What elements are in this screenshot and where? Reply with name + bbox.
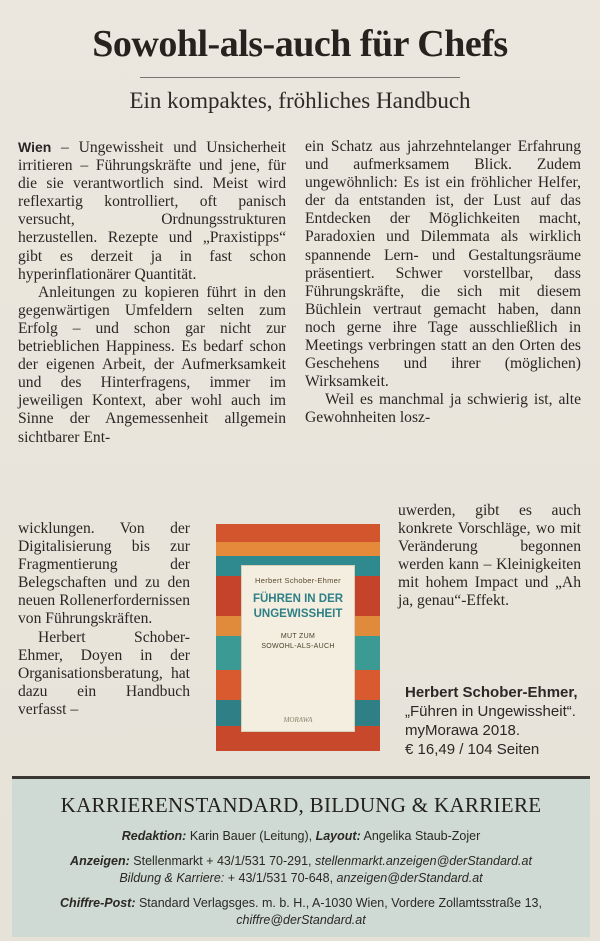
paragraph-5-continued: uwerden, gibt es auch konkrete Vorschläge, wo mit Veränderung begonnen werden kann – Kleinigkeiten mit hohem Impact und „Ah ja, genau“-Effekt. xyxy=(398,502,581,610)
cover-stripe xyxy=(216,524,380,542)
book-price: € 16,49 / 104 Seiten xyxy=(405,741,540,758)
paragraph-4: ein Schatz aus jahrzehntelanger Erfahrung und aufmerksamem Blick. Zudem ungewöhnlich: Es ist ein fröhlicher Helfer, der da entstanden ist, der Lust auf das Entdecken der Möglichkeiten macht, Paradoxien und Dilemmata als wirklich spannende Lern- und Gestaltungsräume präsentiert. Schwer vorstellbar, dass Führungskräfte, die sich mit diesem Büchlein vertraut gemacht haben, dann noch gerne ihre Tage ausschließlich in Meetings verbringen statt an den Orten des Geschehens und ihrer (möglichen) Wirksamkeit. xyxy=(305,138,581,391)
paragraph-2: Anleitungen zu kopieren führt in den gegenwärtigen Umfeldern selten zum Erfolg – und schon gar nicht zur betrieblichen Happiness. Es bedarf schon der eigenen Arbeit, der Aufmerksamkeit und des Hinterfragens, immer im jeweiligen Kontext, aber wohl auch im Sinne der Angemessenheit allgemein sichtbarer Ent- xyxy=(18,283,286,446)
article-column-2 xyxy=(305,138,581,428)
article-column-2-lower xyxy=(398,502,581,611)
bildung-email-link[interactable]: anzeigen@derStandard.at xyxy=(336,871,483,885)
dateline: Wien xyxy=(18,139,52,155)
imprint-box xyxy=(12,776,590,937)
cover-subtitle: MUT ZUM SOWOHL-ALS-AUCH xyxy=(261,633,335,650)
imprint-bildung: Bildung & Karriere: + 43/1/531 70-648, anzeigen@derStandard.at xyxy=(119,871,483,885)
anzeigen-email-link[interactable]: stellenmarkt.anzeigen@derStandard.at xyxy=(314,854,532,868)
cover-publisher-logo: MORAWA xyxy=(283,716,313,724)
imprint-anzeigen: Anzeigen: Stellenmarkt + 43/1/531 70-291, stellenmarkt.anzeigen@derStandard.at xyxy=(70,854,532,868)
headline-rule xyxy=(140,77,460,78)
imprint-heading: KARRIERENSTANDARD, BILDUNG & KARRIERE xyxy=(60,793,542,817)
book-author: Herbert Schober-Ehmer, xyxy=(405,684,578,701)
subheadline: Ein kompaktes, fröhliches Handbuch xyxy=(129,88,471,113)
cover-title: FÜHREN IN DER UNGEWISSHEIT xyxy=(252,593,344,620)
paragraph-2-continued: wicklungen. Von der Digitalisierung bis zur Fragmentierung der Belegschaften und zu den neuen Rollenerfordernissen von Führungskräften. xyxy=(18,520,190,628)
chiffre-email-link[interactable]: chiffre@derStandard.at xyxy=(236,913,366,927)
book-title: „Führen in Ungewissheit“. myMorawa 2018. xyxy=(405,703,576,739)
imprint-chiffre: Chiffre-Post: Standard Verlagsges. m. b. H., A-1030 Wien, Vordere Zollamtsstraße 13, xyxy=(60,896,542,910)
cover-author: Herbert Schober-Ehmer xyxy=(255,576,341,585)
imprint-chiffre-mail xyxy=(12,913,590,928)
imprint-redaktion: Redaktion: Karin Bauer (Leitung), Layout: Angelika Staub-Zojer xyxy=(121,829,481,843)
cover-panel xyxy=(242,566,354,731)
book-cover-image xyxy=(216,524,380,751)
paragraph-1: Wien – Ungewissheit und Unsicherheit irritieren – Führungskräfte und jene, für die sie verantwortlich sind. Meist wird reflexartig kontrolliert, oft panisch versucht, Ordnungsstrukturen herzustellen. Rezepte und „Praxistipps“ gibt es derzeit ja in fast schon hyperinflationärer Quantität. xyxy=(18,139,286,283)
headline: Sowohl-als-auch für Chefs xyxy=(92,23,508,65)
article-column-1 xyxy=(18,138,286,447)
book-info xyxy=(405,683,585,759)
paragraph-5: Weil es manchmal ja schwierig ist, alte Gewohnheiten losz- xyxy=(305,391,581,427)
paragraph-3: Herbert Schober-Ehmer, Doyen in der Organisationsberatung, hat dazu ein Handbuch verfasst – xyxy=(18,628,190,718)
cover-stripe xyxy=(216,542,380,556)
article-column-1-lower xyxy=(18,520,190,719)
